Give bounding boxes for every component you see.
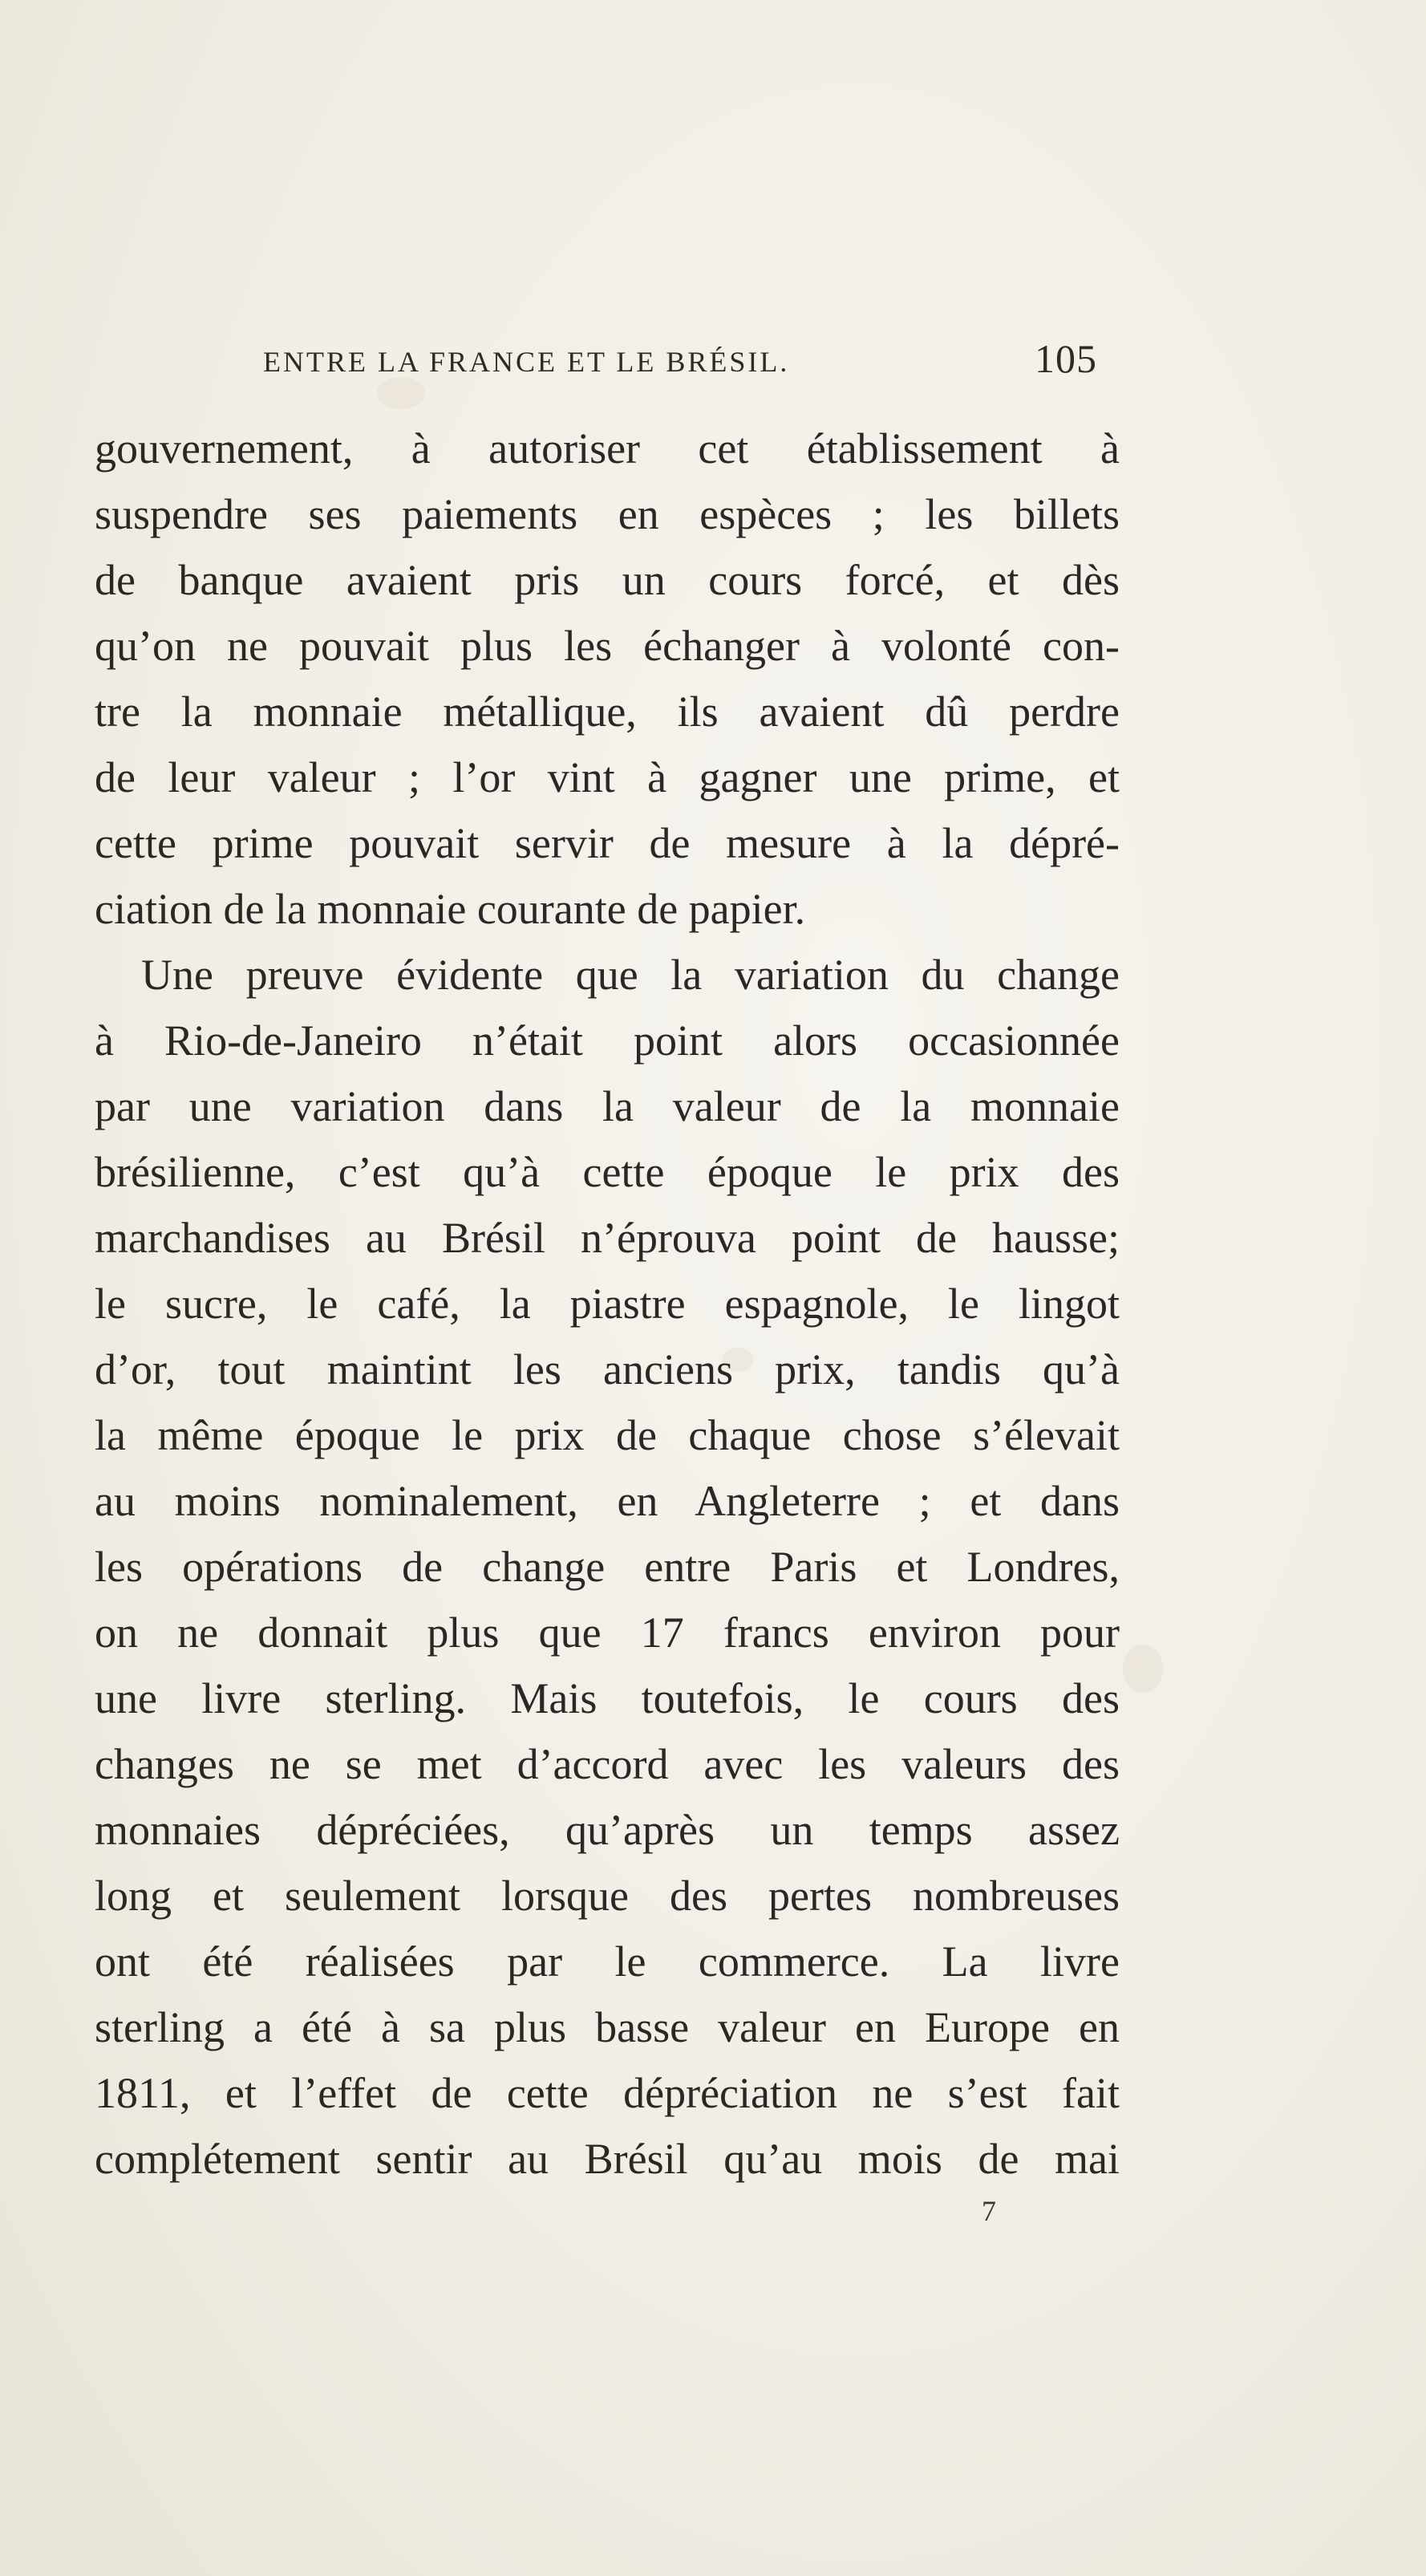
body-text — [95, 416, 1120, 2192]
text-line: le sucre, le café, la piastre espagnole, le lingot — [95, 1280, 1120, 1328]
text-line: d’or, tout maintint les anciens prix, tandis qu’à — [95, 1345, 1120, 1393]
text-line: sterling a été à sa plus basse valeur en Europe en — [95, 2003, 1120, 2051]
text-line: ont été réalisées par le commerce. La livre — [95, 1937, 1120, 1986]
text-line: brésilienne, c’est qu’à cette époque le prix des — [95, 1148, 1120, 1196]
text-line: on ne donnait plus que 17 francs environ pour — [95, 1608, 1120, 1657]
text-line: cette prime pouvait servir de mesure à la dépré- — [95, 819, 1120, 867]
text-line: gouvernement, à autoriser cet établissement à — [95, 424, 1120, 473]
text-line: de banque avaient pris un cours forcé, et dès — [95, 556, 1120, 604]
text-line: la même époque le prix de chaque chose s’élevait — [95, 1411, 1120, 1459]
text-line: qu’on ne pouvait plus les échanger à volonté con- — [95, 622, 1120, 670]
text-line: de leur valeur ; l’or vint à gagner une prime, et — [95, 753, 1120, 801]
text-line: au moins nominalement, en Angleterre ; et dans — [95, 1477, 1120, 1525]
text-line: à Rio-de-Janeiro n’était point alors occasionnée — [95, 1016, 1120, 1065]
text-line: par une variation dans la valeur de la monnaie — [95, 1082, 1120, 1130]
text-line: Une preuve évidente que la variation du change — [141, 951, 1120, 999]
running-title: ENTRE LA FRANCE ET LE BRÉSIL. — [263, 346, 790, 378]
text-line: changes ne se met d’accord avec les valeurs des — [95, 1740, 1120, 1788]
page-number: 105 — [1035, 336, 1097, 381]
text-line: ciation de la monnaie courante de papier. — [95, 885, 806, 933]
text-line: les opérations de change entre Paris et Londres, — [95, 1543, 1120, 1591]
foxing-spot — [1123, 1645, 1163, 1693]
text-line: 1811, et l’effet de cette dépréciation ne s’est fait — [95, 2069, 1120, 2117]
text-line: une livre sterling. Mais toutefois, le cours des — [95, 1674, 1120, 1722]
running-header — [0, 335, 1426, 391]
text-line: complétement sentir au Brésil qu’au mois de mai — [95, 2135, 1120, 2183]
signature-mark: 7 — [982, 2195, 996, 2227]
text-line: tre la monnaie métallique, ils avaient dû perdre — [95, 688, 1120, 736]
text-line: suspendre ses paiements en espèces ; les billets — [95, 490, 1120, 538]
text-line: long et seulement lorsque des pertes nombreuses — [95, 1872, 1120, 1920]
text-line: monnaies dépréciées, qu’après un temps assez — [95, 1806, 1120, 1854]
text-line: marchandises au Brésil n’éprouva point de hausse; — [95, 1214, 1120, 1262]
